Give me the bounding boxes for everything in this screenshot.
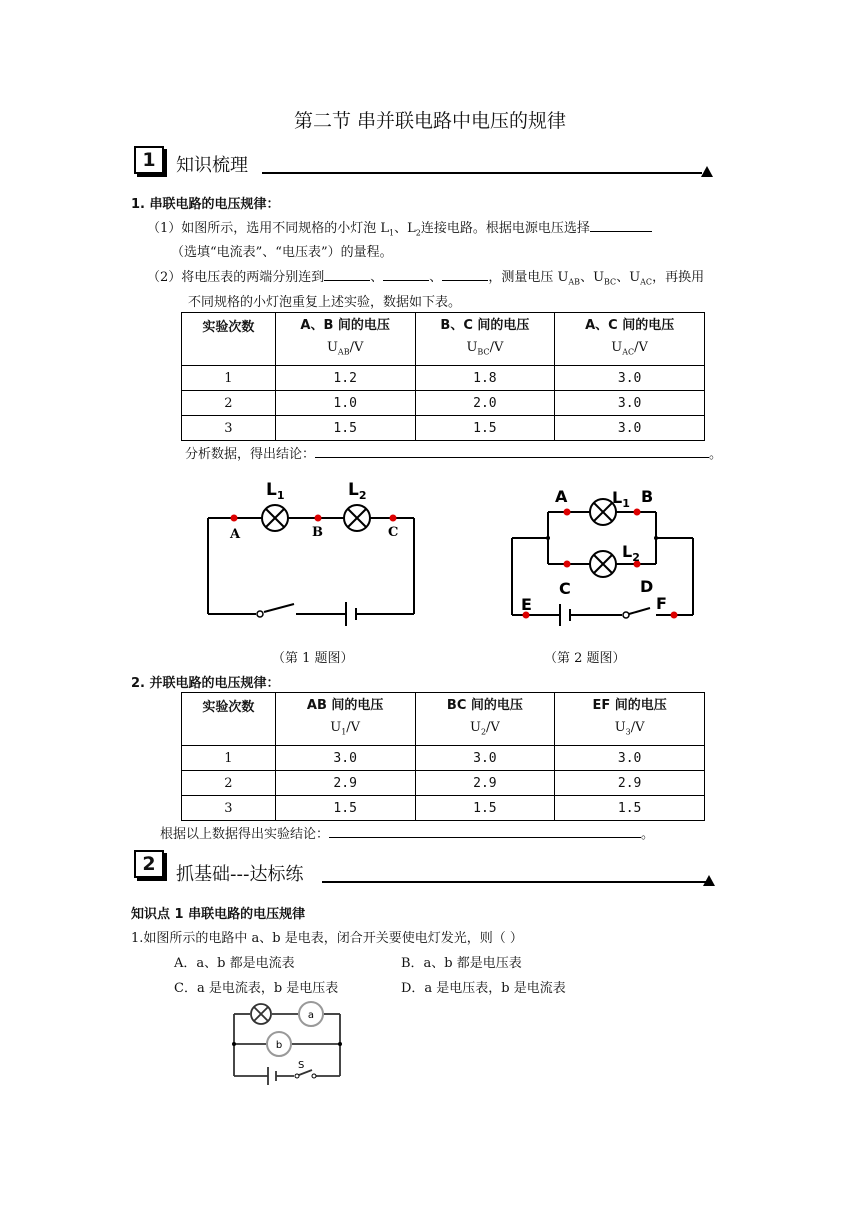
label-c: C xyxy=(388,525,399,540)
blank-field[interactable] xyxy=(383,268,429,281)
section-heading: 知识梳理 xyxy=(176,155,248,176)
table-cell: 3.0 xyxy=(555,746,705,771)
conclusion-line-2: 根据以上数据得出实验结论： 。 xyxy=(160,827,655,842)
q2-line2: 不同规格的小灯泡重复上述实验，数据如下表。 xyxy=(188,295,462,310)
table-cell: 3 xyxy=(182,796,276,821)
header-cell: B、C 间的电压 $U_{BC}/V$ xyxy=(415,313,555,366)
blank-field[interactable] xyxy=(324,268,370,281)
table-cell: 3.0 xyxy=(275,746,415,771)
label-b: B xyxy=(312,525,323,540)
blank-field[interactable] xyxy=(315,445,709,458)
q1-line2: （选填“电流表”、“电压表”）的量程。 xyxy=(171,245,393,260)
table-cell: 1.8 xyxy=(415,366,555,391)
conclusion-line-1: 分析数据，得出结论： 。 xyxy=(185,447,723,462)
table-cell: 1.5 xyxy=(415,416,555,441)
header-cell: A、B 间的电压 $U_{AB}/V$ xyxy=(275,313,415,366)
q1-line1-a: （1）如图所示，选用不同规格的小灯泡 L xyxy=(147,221,390,236)
header-cell: AB 间的电压 $U_1/V$ xyxy=(275,693,415,746)
conclusion-label: 根据以上数据得出实验结论： xyxy=(160,827,330,842)
section-heading: 抓基础---达标练 xyxy=(176,864,304,885)
option-c[interactable]: C．a 是电流表，b 是电压表 xyxy=(174,981,339,996)
question-stem: 1.如图所示的电路中 a、b 是电表，闭合开关要使电灯发光，则（ ） xyxy=(131,931,523,946)
blank-field[interactable] xyxy=(329,825,641,838)
part2-heading: 2. 并联电路的电压规律： xyxy=(131,676,280,691)
table-row xyxy=(182,796,705,821)
blank-field[interactable] xyxy=(590,219,652,232)
q2-line1: （2）将电压表的两端分别连到 、 、 ，测量电压 $U_{AB}$、$U_{BC}$、$U_{AC}$，再换用 xyxy=(147,270,705,287)
label-f: F xyxy=(656,594,667,613)
label-l2: $L_2$ xyxy=(622,542,640,564)
meter-circuit-figure xyxy=(226,998,350,1090)
table-row xyxy=(182,771,705,796)
table-cell: 2 xyxy=(182,771,276,796)
node-c-dot xyxy=(390,515,397,522)
table-cell: 3 xyxy=(182,416,276,441)
meter-a-icon xyxy=(299,1002,323,1026)
parallel-circuit-figure xyxy=(504,482,704,632)
meter-a-label: a xyxy=(307,1010,315,1021)
table-header-row xyxy=(182,313,705,366)
table-cell: 1.2 xyxy=(275,366,415,391)
table-cell: 3.0 xyxy=(415,746,555,771)
label-a: A xyxy=(230,527,241,542)
table-cell: 1 xyxy=(182,366,276,391)
table-cell: 2.9 xyxy=(415,771,555,796)
q2-line1-a: （2）将电压表的两端分别连到 xyxy=(147,270,325,285)
table-cell: 1.0 xyxy=(275,391,415,416)
label-l1: $L_1$ xyxy=(266,480,285,502)
figure-caption-2: （第 2 题图） xyxy=(544,651,626,666)
table-row xyxy=(182,366,705,391)
series-circuit-figure xyxy=(196,478,426,633)
header-cell: 实验次数 xyxy=(182,313,276,366)
table-row xyxy=(182,391,705,416)
knowledge-point-heading: 知识点 1 串联电路的电压规律 xyxy=(131,907,306,922)
series-voltage-table xyxy=(181,312,705,441)
header-cell: BC 间的电压 $U_2/V$ xyxy=(415,693,555,746)
q1-line1-b: 连接电路。根据电源电压选择 xyxy=(420,221,590,236)
switch-label: S xyxy=(298,1060,305,1071)
table-cell: 2.0 xyxy=(415,391,555,416)
table-cell: 2.9 xyxy=(555,771,705,796)
label-b: B xyxy=(641,487,654,506)
node-c-dot xyxy=(564,561,571,568)
table-cell: 2 xyxy=(182,391,276,416)
table-cell: 1.5 xyxy=(555,796,705,821)
option-a[interactable]: A．a、b 都是电流表 xyxy=(174,956,295,971)
label-l1: $L_1$ xyxy=(612,488,630,510)
section-number-badge: 2 xyxy=(134,850,164,878)
triangle-icon xyxy=(703,875,715,886)
header-cell: A、C 间的电压 $U_{AC}/V$ xyxy=(555,313,705,366)
node-f-dot xyxy=(671,612,678,619)
conclusion-label: 分析数据，得出结论： xyxy=(185,447,316,462)
q2-line1-c: ，再换用 xyxy=(652,270,705,285)
table-cell: 1.5 xyxy=(415,796,555,821)
table-row xyxy=(182,416,705,441)
header-cell: EF 间的电压 $U_3/V$ xyxy=(555,693,705,746)
label-c: C xyxy=(559,579,571,598)
parallel-voltage-table xyxy=(181,692,705,821)
bulb-l1-icon xyxy=(262,505,288,531)
header-cell: 实验次数 xyxy=(182,693,276,746)
blank-field[interactable] xyxy=(442,268,488,281)
node-b-dot xyxy=(315,515,322,522)
lamp-icon xyxy=(251,1004,271,1024)
option-b[interactable]: B．a、b 都是电压表 xyxy=(401,956,522,971)
meter-b-icon xyxy=(267,1032,291,1056)
table-cell: 3.0 xyxy=(555,366,705,391)
meter-b-label: b xyxy=(275,1040,283,1051)
option-d[interactable]: D．a 是电压表，b 是电流表 xyxy=(401,981,566,996)
q1-sep: 、 xyxy=(394,221,408,236)
label-e: E xyxy=(521,595,532,614)
table-header-row xyxy=(182,693,705,746)
bulb-l2-icon xyxy=(344,505,370,531)
table-cell: 3.0 xyxy=(555,391,705,416)
label-l2: $L_2$ xyxy=(348,480,367,502)
table-cell: 1.5 xyxy=(275,416,415,441)
node-b-dot xyxy=(634,509,641,516)
section-rule xyxy=(262,172,702,174)
label-d: D xyxy=(640,577,654,596)
label-a: A xyxy=(555,487,568,506)
table-cell: 1.5 xyxy=(275,796,415,821)
table-row xyxy=(182,746,705,771)
node-a-dot xyxy=(564,509,571,516)
bulb-l2-icon xyxy=(590,551,616,577)
q1-line1: （1）如图所示，选用不同规格的小灯泡 $L_1$、$L_2$连接电路。根据电源电压选择 xyxy=(147,217,652,238)
node-a-dot xyxy=(231,515,238,522)
q2-line1-b: ，测量电压 U xyxy=(488,270,569,285)
page-title: 第二节 串并联电路中电压的规律 xyxy=(293,110,567,132)
table-cell: 3.0 xyxy=(555,416,705,441)
triangle-icon xyxy=(701,166,713,177)
section-number-badge: 1 xyxy=(134,146,164,174)
part1-heading: 1. 串联电路的电压规律： xyxy=(131,197,280,212)
section-rule xyxy=(322,881,708,883)
table-cell: 2.9 xyxy=(275,771,415,796)
table-cell: 1 xyxy=(182,746,276,771)
figure-caption-1: （第 1 题图） xyxy=(272,651,354,666)
